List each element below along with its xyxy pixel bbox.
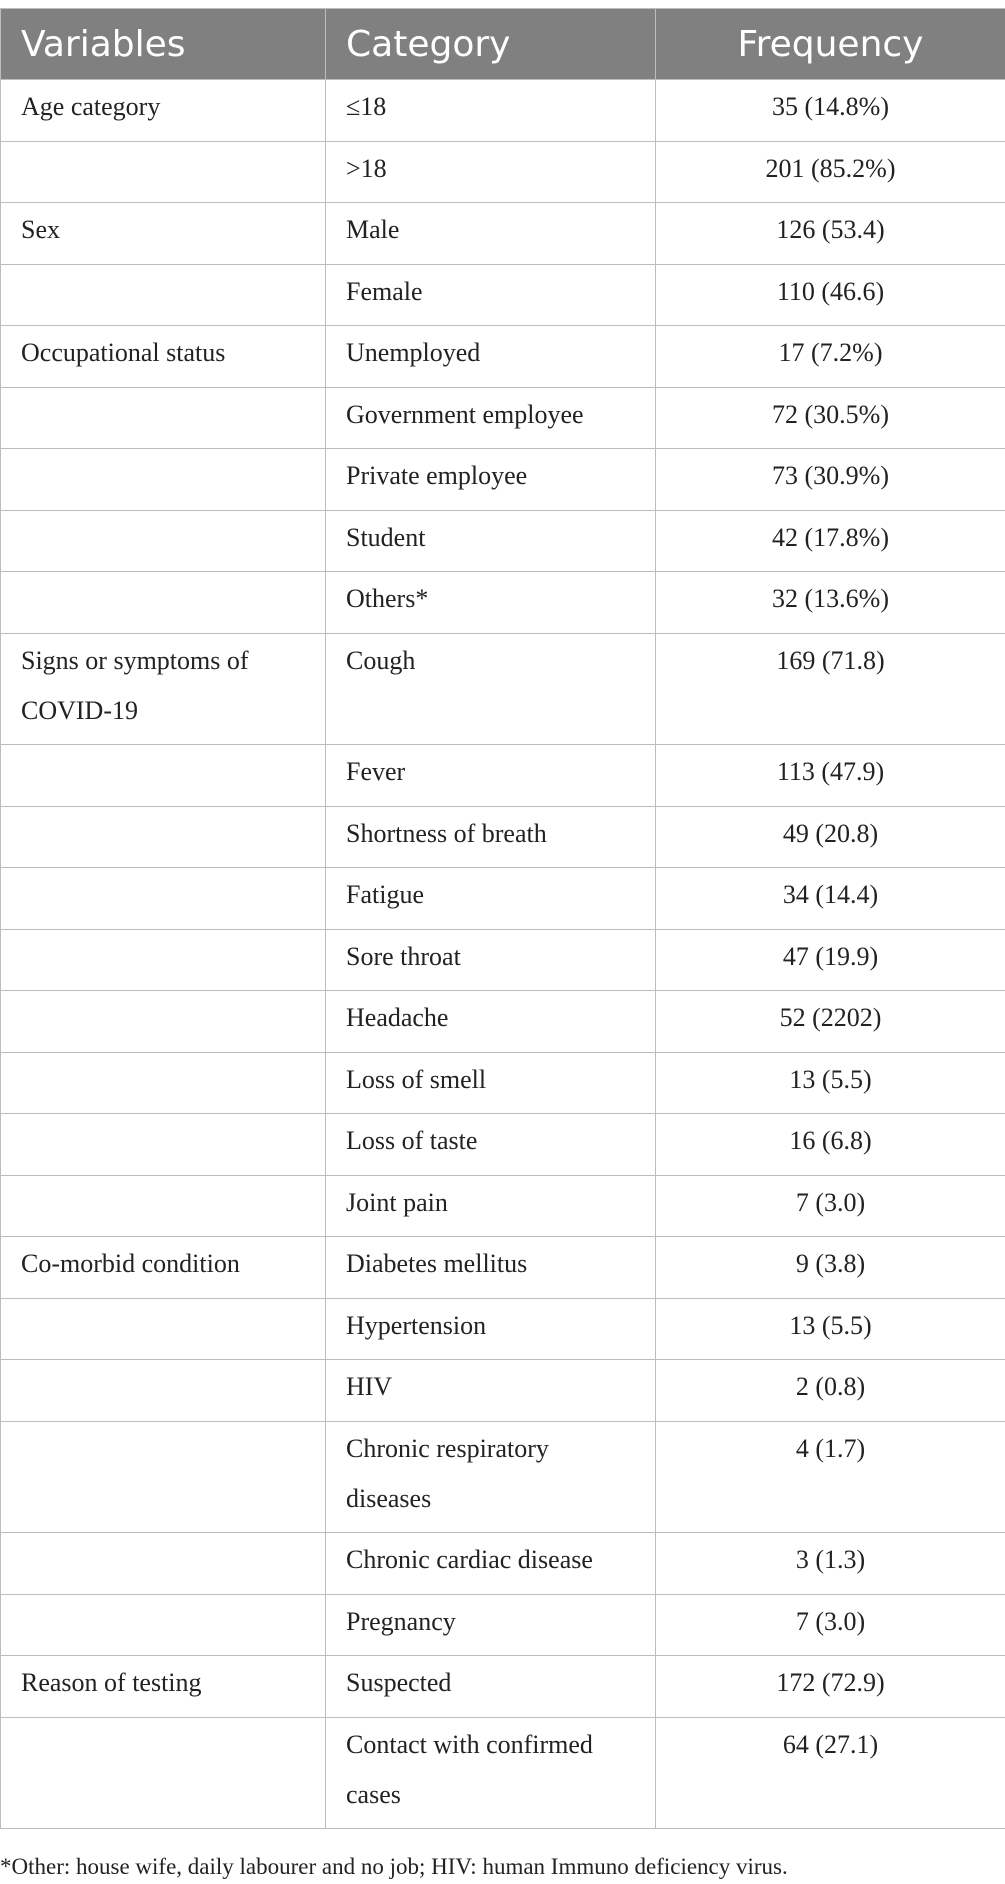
cell-frequency: 17 (7.2%) [656,326,1005,388]
cell-variable [1,1175,326,1237]
cell-variable [1,264,326,326]
table-row [1,449,1005,511]
cell-variable [1,868,326,930]
table-row [1,572,1005,634]
cell-category: Student [326,510,656,572]
cell-frequency: 49 (20.8) [656,806,1005,868]
cell-frequency: 7 (3.0) [656,1175,1005,1237]
cell-frequency: 126 (53.4) [656,203,1005,265]
cell-variable [1,991,326,1053]
cell-variable: Sex [1,203,326,265]
table-row [1,203,1005,265]
cell-variable: Age category [1,80,326,142]
cell-frequency: 2 (0.8) [656,1360,1005,1422]
table-row [1,1421,1005,1533]
cell-frequency: 3 (1.3) [656,1533,1005,1595]
cell-variable [1,387,326,449]
cell-category: Private employee [326,449,656,511]
cell-category: Fever [326,745,656,807]
cell-category: Unemployed [326,326,656,388]
cell-variable [1,929,326,991]
cell-category: Fatigue [326,868,656,930]
cell-frequency: 4 (1.7) [656,1421,1005,1533]
table-footnote: *Other: house wife, daily labourer and no job; HIV: human Immuno deficiency virus. [0,1854,788,1879]
table-container [0,8,1005,1829]
cell-variable [1,1114,326,1176]
cell-category: Pregnancy [326,1594,656,1656]
cell-category: >18 [326,141,656,203]
table-row [1,806,1005,868]
table-row [1,1175,1005,1237]
cell-frequency: 42 (17.8%) [656,510,1005,572]
cell-category: Contact with confirmed cases [326,1717,656,1829]
table-row [1,1237,1005,1299]
cell-variable [1,1717,326,1829]
table-row [1,1594,1005,1656]
cell-variable [1,1594,326,1656]
cell-variable [1,1360,326,1422]
cell-frequency: 110 (46.6) [656,264,1005,326]
table-row [1,387,1005,449]
cell-frequency: 34 (14.4) [656,868,1005,930]
table-row [1,1533,1005,1595]
table-row [1,1052,1005,1114]
cell-frequency: 52 (2202) [656,991,1005,1053]
cell-category: Loss of taste [326,1114,656,1176]
cell-category: ≤18 [326,80,656,142]
cell-category: Chronic respiratory diseases [326,1421,656,1533]
cell-category: Government employee [326,387,656,449]
cell-frequency: 64 (27.1) [656,1717,1005,1829]
table-row [1,80,1005,142]
cell-category: Loss of smell [326,1052,656,1114]
table-row [1,1717,1005,1829]
table-row [1,991,1005,1053]
cell-variable [1,141,326,203]
cell-variable: Reason of testing [1,1656,326,1718]
cell-variable [1,806,326,868]
cell-variable [1,745,326,807]
cell-frequency: 7 (3.0) [656,1594,1005,1656]
cell-category: Female [326,264,656,326]
table-body [1,80,1005,1829]
table-row [1,326,1005,388]
cell-category: Male [326,203,656,265]
cell-category: Others* [326,572,656,634]
cell-variable [1,1533,326,1595]
table-header [1,9,1005,80]
header-frequency: Frequency [656,9,1005,80]
cell-frequency: 16 (6.8) [656,1114,1005,1176]
cell-frequency: 9 (3.8) [656,1237,1005,1299]
table-row [1,510,1005,572]
table-row [1,1656,1005,1718]
cell-category: Joint pain [326,1175,656,1237]
frequency-table [0,8,1005,1829]
cell-category: Sore throat [326,929,656,991]
cell-frequency: 72 (30.5%) [656,387,1005,449]
cell-variable [1,449,326,511]
table-row [1,1298,1005,1360]
cell-variable [1,572,326,634]
cell-frequency: 13 (5.5) [656,1298,1005,1360]
table-row [1,633,1005,745]
table-row [1,264,1005,326]
cell-variable: Signs or symptoms of COVID-19 [1,633,326,745]
cell-frequency: 169 (71.8) [656,633,1005,745]
cell-category: Diabetes mellitus [326,1237,656,1299]
header-category: Category [326,9,656,80]
cell-category: Cough [326,633,656,745]
cell-frequency: 35 (14.8%) [656,80,1005,142]
cell-frequency: 172 (72.9) [656,1656,1005,1718]
cell-variable [1,1298,326,1360]
table-row [1,1114,1005,1176]
cell-category: Suspected [326,1656,656,1718]
table-row [1,1360,1005,1422]
cell-variable: Co-morbid condition [1,1237,326,1299]
cell-variable [1,510,326,572]
table-row [1,929,1005,991]
header-variables: Variables [1,9,326,80]
cell-category: HIV [326,1360,656,1422]
cell-category: Shortness of breath [326,806,656,868]
cell-variable: Occupational status [1,326,326,388]
cell-category: Hypertension [326,1298,656,1360]
cell-frequency: 32 (13.6%) [656,572,1005,634]
table-row [1,745,1005,807]
cell-category: Headache [326,991,656,1053]
cell-frequency: 47 (19.9) [656,929,1005,991]
table-row [1,141,1005,203]
cell-frequency: 113 (47.9) [656,745,1005,807]
cell-frequency: 201 (85.2%) [656,141,1005,203]
cell-frequency: 13 (5.5) [656,1052,1005,1114]
cell-frequency: 73 (30.9%) [656,449,1005,511]
cell-variable [1,1421,326,1533]
cell-variable [1,1052,326,1114]
cell-category: Chronic cardiac disease [326,1533,656,1595]
table-row [1,868,1005,930]
